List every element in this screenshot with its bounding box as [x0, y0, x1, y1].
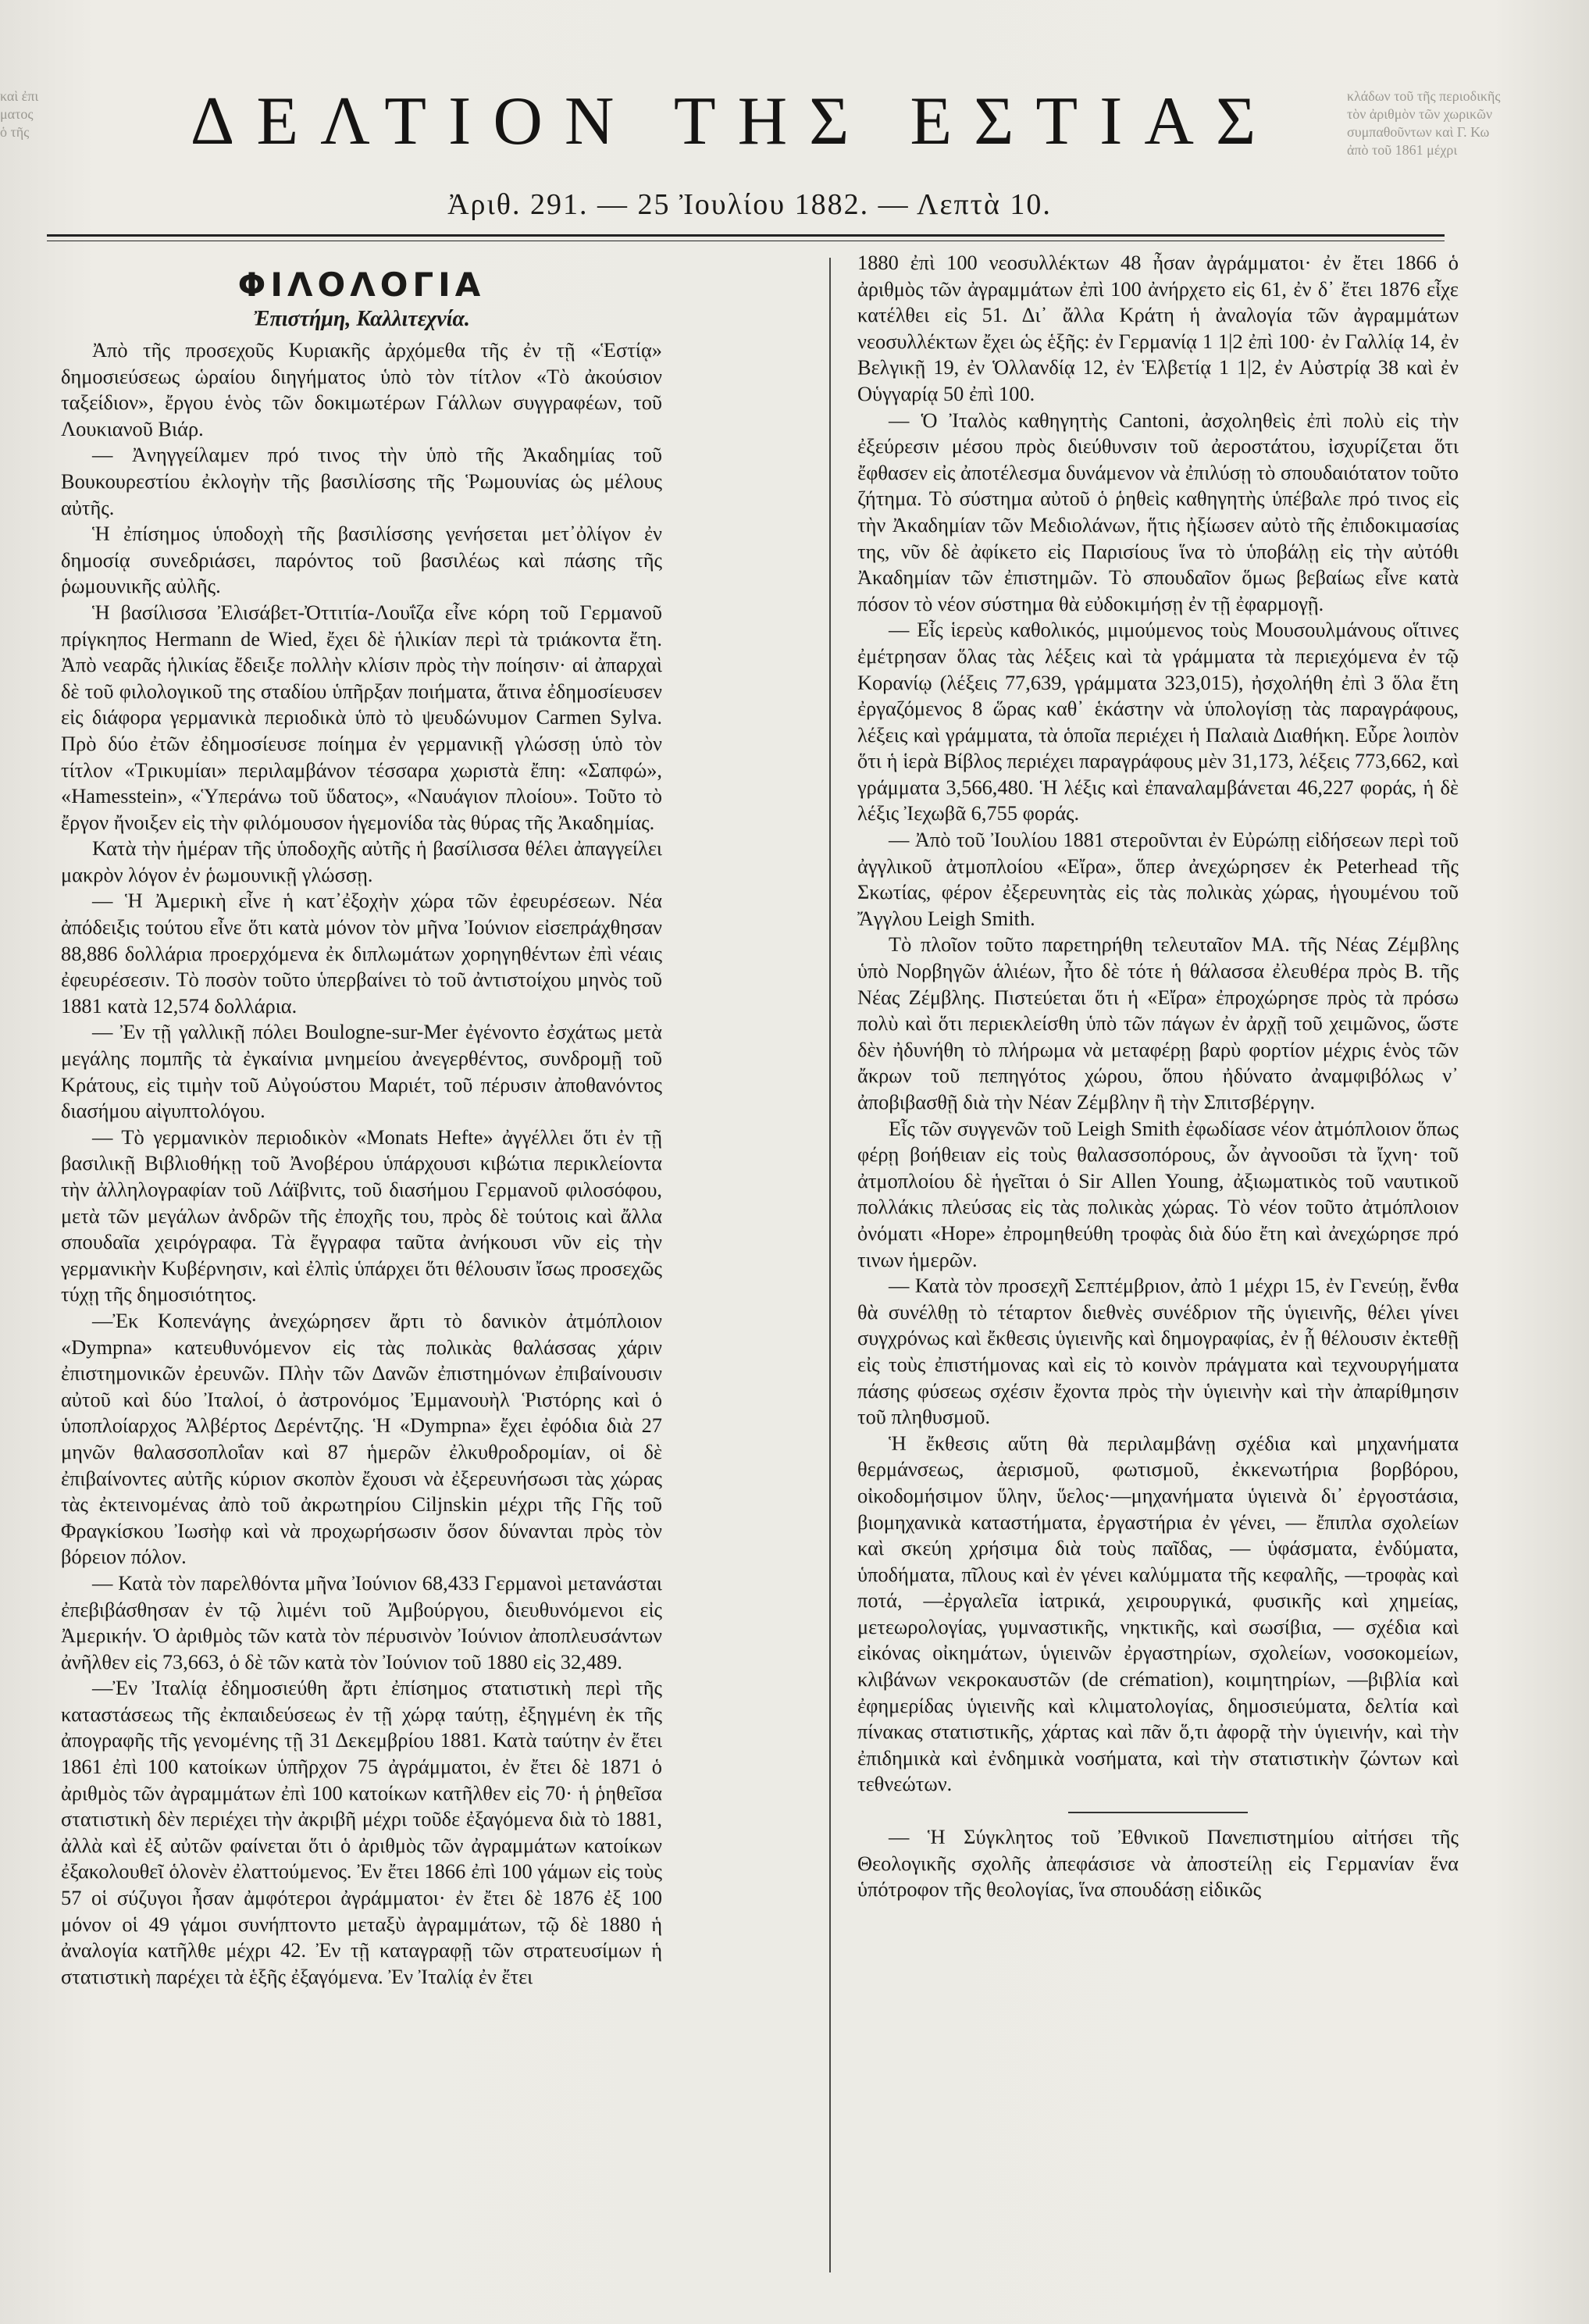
bleed-line: τὸν ἀριθμὸν τῶν χωρικῶν — [1347, 106, 1493, 122]
bleed-line: ματος — [0, 106, 34, 122]
article-paragraph: Εἷς τῶν συγγενῶν τοῦ Leigh Smith ἐφωδίασε νέον ἀτμόπλοιον ὅπως φέρῃ βοήθειαν εἰς τοὺς θαλασσοπόρους, ὧν ἀγνοοῦσι τὰ ἴχνη· τοῦ ἀτμοπλοίου δὲ ἡγεῖται ὁ Sir Allen Young, ἀξιωματικὸς τοῦ ναυτικοῦ πολλάκις πλεύσας εἰς τὰς πολικὰς χώρας. Τὸ νέον τοῦτο ἀτμόπλοιον ὀνόματι «Hope» ἐπρομηθεύθη τροφὰς διὰ δύο ἔτη καὶ ἀνεχώρησε πρό τινων ἡμερῶν. — [857, 1116, 1459, 1271]
article-paragraph: — Ἡ Ἀμερικὴ εἶνε ἡ κατ᾽ἐξοχὴν χώρα τῶν ἐφευρέσεων. Νέα ἀπόδειξις τούτου εἶνε ὅτι κατὰ μόνον τὸν μῆνα Ἰούνιον εἰσεπράχθησαν 88,886 δολλάρια προερχόμενα ἐκ διπλωμάτων χορηγηθέντων ἐπὶ νέαις ἐφευρέσεσιν. Τὸ ποσὸν τοῦτο ὑπερβαίνει τὸ τοῦ ἀντιστοίχου μηνὸς τοῦ 1881 κατὰ 12,574 δολλάρια. — [61, 889, 662, 1018]
article-paragraph: — Κατὰ τὸν προσεχῆ Σεπτέμβριον, ἀπὸ 1 μέχρι 15, ἐν Γενεύῃ, ἔνθα θὰ συνέλθῃ τὸ τέταρτον διεθνὲς συνέδριον τῆς ὑγιεινῆς, θέλει γίνει συγχρόνως καὶ ἔκθεσις ὑγιεινῆς καὶ δημογραφίας, ἐν ᾗ θέλουσιν ἐκτεθῇ εἰς τοὺς ἐπιστήμονας καὶ εἰς τὸ κοινὸν πράγματα καὶ τεχνουργήματα πάσης φύσεως σχέσιν ἔχοντα πρὸς τὴν ὑγιεινὴν καὶ τὴν ἀπαρίθμησιν τοῦ πληθυσμοῦ. — [857, 1274, 1459, 1429]
bleed-line: συμπαθοῦντων καὶ Γ. Κω — [1347, 124, 1490, 140]
article-paragraph: Ἀπὸ τῆς προσεχοῦς Κυριακῆς ἀρχόμεθα τῆς ἐν τῇ «Ἑστίᾳ» δημοσιεύσεως ὡραίου διηγήματος ὑπὸ τὸν τίτλον «Τὸ ἀκούσιον ταξείδιον», ἔργου ἑνὸς τῶν δοκιμωτέρων Γάλλων συγγραφέων, τοῦ Λουκιανοῦ Βιάρ. — [61, 338, 662, 440]
bleed-line: κλάδων τοῦ τῆς περιοδικῆς — [1347, 88, 1501, 104]
article-paragraph: Τὸ πλοῖον τοῦτο παρετηρήθη τελευταῖον ΜΑ. τῆς Νέας Ζέμβλης ὑπὸ Νορβηγῶν ἁλιέων, ἦτο δὲ τότε ἡ θάλασσα ἐλευθέρα πρὸς Β. τῆς Νέας Ζέμβλης. Πιστεύεται ὅτι ἡ «Εἴρα» ἐπροχώρησε πρὸς τὰ πρόσω πολὺ καὶ ὅτι περιεκλείσθη ὑπὸ τῶν πάγων ἐν ἀρχῇ τοῦ χειμῶνος, ὥστε δὲν ἠδυνήθη τὸ πλήρωμα νὰ μεταφέρῃ βαρὺ φορτίον μέχρις ἑνὸς τῶν ἄκρων τοῦ πεπηγότος χώρου, ὅπου ἠδύνατο ἀναμφιβόλως ν᾽ ἀποβιβασθῇ διὰ τὴν Νέαν Ζέμβλην ἢ τὴν Σπιτσβέργην. — [857, 932, 1459, 1114]
article-paragraph: — Ἀνηγγείλαμεν πρό τινος τὴν ὑπὸ τῆς Ἀκαδημίας τοῦ Βουκουρεστίου ἐκλογὴν τῆς βασιλίσσης τῆς Ῥωμουνίας ὡς μέλους αὐτῆς. — [61, 443, 662, 519]
article-paragraph: Ἡ ἐπίσημος ὑποδοχὴ τῆς βασιλίσσης γενήσεται μετ᾽ὀλίγον ἐν δημοσίᾳ συνεδριάσει, παρόντος τοῦ βασιλέως καὶ πάσης τῆς ῥωμουνικῆς αὐλῆς. — [61, 522, 662, 598]
bleed-through-left — [0, 87, 94, 205]
article-paragraph: — Ὁ Ἰταλὸς καθηγητὴς Cantoni, ἀσχοληθεὶς ἐπὶ πολὺ εἰς τὴν ἐξεύρεσιν μέσου πρὸς διεύθυνσιν τοῦ ἀεροστάτου, ἰσχυρίζεται ὅτι ἔφθασεν εἰς ἀποτέλεσμα δυνάμενον νὰ ἐπιλύσῃ τὸ σπουδαιότατον τοῦτο ζήτημα. Τὸ σύστημα αὐτοῦ ὁ ῥηθεὶς καθηγητὴς ὑπέβαλε πρό τινος εἰς τὴν Ἀκαδημίαν τῶν Μεδιολάνων, ἥτις ἠξίωσεν αὐτὸ τῆς ἐπιδοκιμασίας της, νῦν δὲ ἀφίκετο εἰς Παρισίους ἵνα τὸ ὑποβάλῃ εἰς τὴν αὐτόθι Ἀκαδημίαν τῶν ἐπιστημῶν. Τὸ σπουδαῖον ὅμως βεβαίως εἶνε κατὰ πόσον τὸ νέον σύστημα θὰ εὐδοκιμήσῃ ἐν τῇ ἐφαρμογῇ. — [857, 408, 1459, 615]
bleed-through-right — [1347, 87, 1589, 205]
masthead-title: ΔΕΛΤΙΟΝ ΤΗΣ ΕΣΤΙΑΣ — [190, 84, 1278, 159]
left-column — [61, 250, 662, 1990]
bleed-line: ἀπὸ τοῦ 1861 μέχρι — [1347, 142, 1458, 158]
article-paragraph: —Ἐκ Κοπενάγης ἀνεχώρησεν ἄρτι τὸ δανικὸν ἀτμόπλοιον «Dympna» κατευθυνόμενον εἰς τὰς πολικὰς θαλάσσας χάριν ἐπιστημονικῶν ἐρευνῶν. Πλὴν τῶν Δανῶν ἐπιστημόνων ἐπιβαίνουσιν αὐτοῦ καὶ δύο Ἰταλοί, ὁ ἀστρονόμος Ἐμμανουὴλ Ῥιστόρης καὶ ὁ ὑποπλοίαρχος Ἀλβέρτος Δερέντζης. Ἡ «Dympna» ἔχει ἐφόδια διὰ 27 μηνῶν θαλασσοπλοΐαν καὶ 87 ἡμερῶν ἐλκυθροδρομίαν, οἱ δὲ ἐπιβαίνοντες αὐτῆς κύριον σκοπὸν ἔχουσι νὰ ἐξερευνήσωσι τὰς χώρας τὰς ἐκτεινομένας ἀπὸ τοῦ ἀκρωτηρίου Ciljnskin μέχρι τῆς Γῆς τοῦ Φραγκίσκου Ἰωσὴφ καὶ νὰ προχωρήσωσιν ὅσον δύνανται πρὸς τὸν βόρειον πόλον. — [61, 1308, 662, 1569]
article-paragraph: Ἡ βασίλισσα Ἐλισάβετ-Ὀττιτία-Λουΐζα εἶνε κόρη τοῦ Γερμανοῦ πρίγκηπος Hermann de Wied, ἔχει δὲ ἡλικίαν περὶ τὰ τριάκοντα ἔτη. Ἀπὸ νεαρᾶς ἡλικίας ἔδειξε πολλὴν κλίσιν πρὸς τὴν ποίησιν· αἱ ἀπαρχαὶ δὲ τοῦ φιλολογικοῦ της σταδίου ὑπῆρξαν ποιήματα, ἅτινα ἐδημοσίευσεν εἰς διάφορα γερμανικὰ περιοδικὰ ὑπὸ τὸ ψευδώνυμον Carmen Sylva. Πρὸ δύο ἐτῶν ἐδημοσίευσε ποίημα ἐν γερμανικῇ γλώσσῃ ὑπὸ τὸν τίτλον «Τρικυμίαι» περιλαμβάνον τέσσαρα χωριστὰ ἔπη: «Σαπφώ», «Hamesstein», «Ὑπεράνω τοῦ ὕδατος», «Ναυάγιον πλοίου». Τοῦτο τὸ ἔργον ἤνοιξεν εἰς τὴν φιλόμουσον ἡγεμονίδα τὰς θύρας τῆς Ἀκαδημίας. — [61, 600, 662, 834]
article-paragraph: — Ἐν τῇ γαλλικῇ πόλει Boulogne-sur-Mer ἐγένοντο ἐσχάτως μετὰ μεγάλης πομπῆς τὰ ἐγκαίνια μνημείου ἀνεγερθέντος, συνδρομῇ τοῦ Κράτους, εἰς τιμὴν τοῦ Αὐγούστου Μαριέτ, τοῦ πέρυσιν ἀποθανόντος διασήμου αἰγυπτολόγου. — [61, 1020, 662, 1123]
section-subtitle: Ἐπιστήμη, Καλλιτεχνία. — [253, 307, 470, 331]
header-rule-thick — [47, 234, 1445, 237]
bleed-line: καὶ ἐπι — [0, 88, 39, 104]
article-paragraph: — Τὸ γερμανικὸν περιοδικὸν «Monats Hefte» ἀγγέλλει ὅτι ἐν τῇ βασιλικῇ Βιβλιοθήκῃ τοῦ Ἀνοβέρου ὑπάρχουσι κιβώτια περικλείοντα τὴν ἀλληλογραφίαν τοῦ Λάϊβνιτς, τοῦ διασήμου Γερμανοῦ φιλοσόφου, μετὰ τῶν μεγάλων ἀνδρῶν τῆς ἐποχῆς του, πρὸς δὲ τούτοις καὶ ἄλλα σπουδαῖα χειρόγραφα. Τὰ ἔγγραφα ταῦτα ἀνήκουσι νῦν εἰς τὴν γερμανικὴν Κυβέρνησιν, καὶ ἐλπὶς ὑπάρχει ὅτι θέλουσιν ἴσως προσεχῶς τύχῃ τῆς δημοσιότητος. — [61, 1125, 662, 1306]
section-title: ΦΙΛΟΛΟΓΙΑ — [237, 266, 486, 304]
article-paragraph: —Ἐν Ἰταλίᾳ ἐδημοσιεύθη ἄρτι ἐπίσημος στατιστικὴ περὶ τῆς καταστάσεως τῆς ἐκπαιδεύσεως ἐν τῇ χώρᾳ ταύτῃ, ἐξηγμένη ἐκ τῆς ἀπογραφῆς τῆς γενομένης τῇ 31 Δεκεμβρίου 1881. Κατὰ ταύτην ἐν ἔτει 1861 ἐπὶ 100 κατοίκων ὑπῆρχον 75 ἀγράμματοι, ἐν ἔτει δὲ 1871 ὁ ἀριθμὸς τῶν ἀγραμμάτων ἐπὶ 100 κατοίκων κατῆλθεν εἰς 70· ἡ ῥηθεῖσα στατιστικὴ δὲν περιέχει τὴν ἀκριβῆ μέχρι τοῦδε ἐξαγόμενα διὰ τὸ 1881, ἀλλὰ καὶ ἐξ αὐτῶν φαίνεται ὅτι ὁ ἀριθμὸς τῶν ἀγραμμάτων κατοίκων ἐξακολουθεῖ ὁλονὲν ἐλαττούμενος. Ἐν ἔτει 1866 ἐπὶ 100 γάμων εἰς τοὺς 57 οἱ σύζυγοι ἦσαν ἀμφότεροι ἀγράμματοι· ἐν ἔτει δὲ 1876 ἐξ 100 μόνον οἱ 49 γάμοι συνήπτοντο μεταξὺ ἀγραμμάτων, τῷ δὲ 1880 ἡ ἀναλογία κατῆλθε μέχρι 42. Ἐν τῇ καταγραφῇ τῶν στρατευσίμων ἡ στατιστικὴ παρέχει τὰ ἑξῆς ἐξαγόμενα. Ἐν Ἰταλίᾳ ἐν ἔτει — [61, 1676, 662, 1988]
article-separator — [1068, 1812, 1248, 1813]
article-paragraph: — Ἀπὸ τοῦ Ἰουλίου 1881 στεροῦνται ἐν Εὐρώπῃ εἰδήσεων περὶ τοῦ ἀγγλικοῦ ἀτμοπλοίου «Εἴρα», ὅπερ ἀνεχώρησεν ἐκ Peterhead τῆς Σκωτίας, φέρον ἐξερευνητὰς εἰς τὰς πολικὰς χώρας, ἡγουμένου τοῦ Ἄγγλου Leigh Smith. — [857, 828, 1459, 930]
article-paragraph: Κατὰ τὴν ἡμέραν τῆς ὑποδοχῆς αὐτῆς ἡ βασίλισσα θέλει ἀπαγγείλει μακρὸν λόγον ἐν ῥωμουνικῇ γλώσσῃ. — [61, 836, 662, 886]
article-paragraph: — Κατὰ τὸν παρελθόντα μῆνα Ἰούνιον 68,433 Γερμανοὶ μετανάσται ἐπεβιβάσθησαν ἐν τῷ λιμένι τοῦ Ἀμβούργου, διευθυνόμενοι εἰς Ἀμερικήν. Ὁ ἀριθμὸς τῶν κατὰ τὸν πέρυσινὸν Ἰούνιον ἀποπλευσάντων ἀνῆλθεν εἰς 73,663, ὁ δὲ τῶν κατὰ τὸν Ἰούνιον τοῦ 1880 εἰς 32,489. — [61, 1570, 662, 1673]
column-divider — [829, 258, 831, 2272]
article-paragraph: — Εἷς ἱερεὺς καθολικός, μιμούμενος τοὺς Μουσουλμάνους οἵτινες ἐμέτρησαν ὅλας τὰς λέξεις καὶ τὰ γράμματα τὰ περιεχόμενα ἐν τῷ Κορανίῳ (λέξεις 77,639, γράμματα 323,015), ἠσχολήθη ἐπὶ 3 ὅλα ἔτη ἐργαζόμενος 8 ὥρας καθ᾽ ἑκάστην νὰ ὑπολογίσῃ τὰς παραγράφους, λέξεις καὶ γράμματα, τὰ ὁποῖα περιέχει ἡ Παλαιὰ Διαθήκη. Εὗρε λοιπὸν ὅτι ἡ ἱερὰ Βίβλος περιέχει παραγράφους μὲν 31,173, λέξεις 773,662, καὶ γράμματα 3,566,480. Ἡ λέξις καὶ ἐπαναλαμβάνεται 46,227 φοράς, ἡ δὲ λέξις Ἰεχωβᾶ 6,755 φοράς. — [857, 618, 1459, 825]
article-paragraph: — Ἡ Σύγκλητος τοῦ Ἐθνικοῦ Πανεπιστημίου αἰτήσει τῆς Θεολογικῆς σχολῆς ἀπεφάσισε νὰ ἀποστείλῃ εἰς Γερμανίαν ἕνα ὑπότροφον τῆς θεολογίας, ἵνα σπουδάσῃ εἰδικῶς — [857, 1825, 1459, 1902]
article-paragraph: 1880 ἐπὶ 100 νεοσυλλέκτων 48 ἦσαν ἀγράμματοι· ἐν ἔτει 1866 ὁ ἀριθμὸς τῶν ἀγραμμάτων ἐπὶ 100 ἀνήρχετο εἰς 61, ἐν δ᾽ ἔτει 1876 εἶχε κατέλθει εἰς 51. Δι᾽ ἄλλα Κράτη ἡ ἀναλογία τῶν ἀγραμμάτων νεοσυλλέκτων ἔχει ὡς ἑξῆς: ἐν Γερμανίᾳ 1 1|2 ἐπὶ 100· ἐν Γαλλίᾳ 14, ἐν Βελγικῇ 19, ἐν Ὁλλανδίᾳ 12, ἐν Ἑλβετίᾳ 1 1|2, ἐν Αὐστρίᾳ 38 καὶ ἐν Οὑγγαρίᾳ 50 ἐπὶ 100. — [857, 251, 1459, 405]
issue-dateline: Ἀριθ. 291. — 25 Ἰουλίου 1882. — Λεπτὰ 10. — [447, 188, 1052, 221]
bleed-line: ὁ τῆς — [0, 124, 30, 140]
article-paragraph: Ἡ ἔκθεσις αὕτη θὰ περιλαμβάνῃ σχέδια καὶ μηχανήματα θερμάνσεως, ἀερισμοῦ, φωτισμοῦ, ἐκκενωτήρια βορβόρου, οἰκοδομήσιμον ὕλην, ὕελος·—μηχανήματα ὑγιεινὰ δι᾽ ἐργοστάσια, βιομηχανικὰ καταστήματα, ἐργαστήρια ἐν γένει, — ἔπιπλα σχολείων καὶ σκεύη χρήσιμα διὰ τοὺς παῖδας, — ὑφάσματα, ἐνδύματα, ὑποδήματα, πῖλους καὶ ἐν γένει καλύμματα τῆς κεφαλῆς, —τροφὰς καὶ ποτά, —ἐργαλεῖα ἰατρικά, χειρουργικά, φυσικῆς καὶ χημείας, μετεωρολογίας, γυμναστικῆς, νηκτικῆς, καὶ σωσίβια, — σχέδια καὶ εἰκόνας οἰκημάτων, ὑγιεινῶν ἐργαστηρίων, σχολείων, νοσοκομείων, κλιβάνων νεκροκαυστῶν (de crémation), κοιμητηρίων, —βιβλία καὶ ἐφημερίδας ὑγιεινῆς καὶ κλιματολογίας, δημοσιεύματα, δελτία καὶ πίνακας στατιστικῆς, χάρτας καὶ πᾶν ὅ,τι ἀφορᾷ τὴν ὑγιεινήν, καὶ τὴν ἐπιδημικὰ καὶ ἐνδημικὰ νοσήματα, καὶ τὴν στατιστικὴν ζώντων καὶ τεθνεώτων. — [857, 1431, 1459, 1796]
right-column — [857, 250, 1459, 1903]
